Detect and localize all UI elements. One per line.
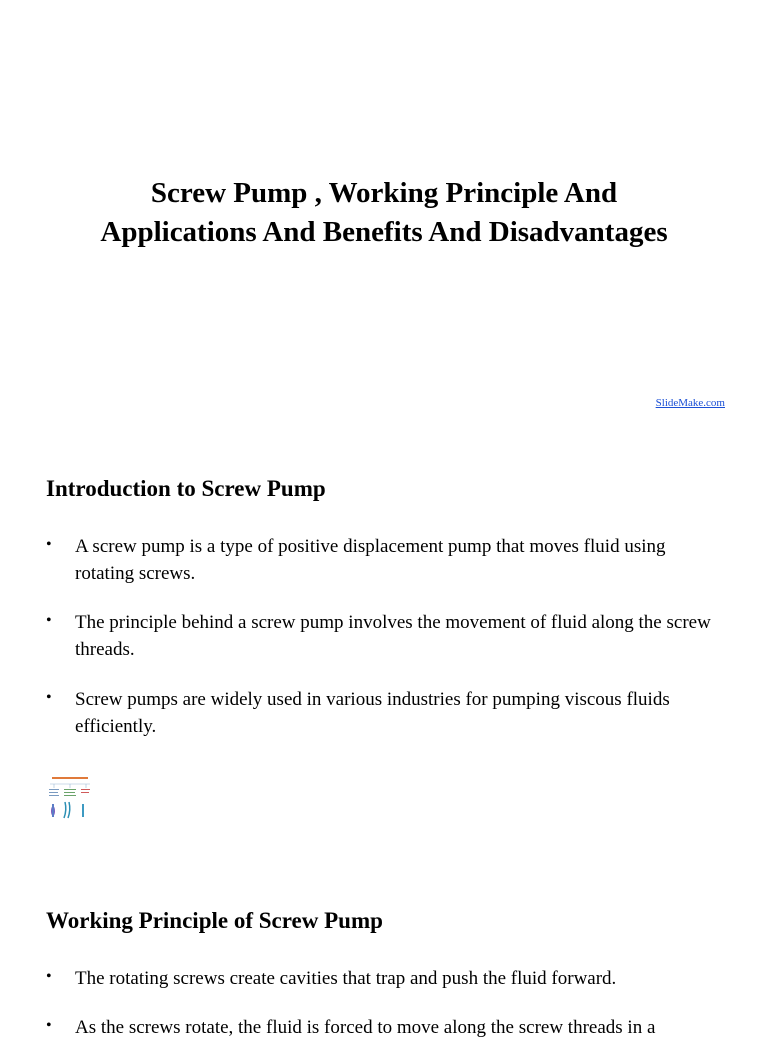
list-item [46,533,726,587]
bullet-icon: • [46,612,52,629]
slidemake-link[interactable]: SlideMake.com [655,397,725,409]
bullet-text: Screw pumps are widely used in various industries for pumping viscous fluids efficiently. [75,689,670,737]
bullet-icon: • [46,1017,52,1034]
bullet-icon: • [46,536,52,553]
list-item [46,1014,726,1041]
bullet-text: As the screws rotate, the fluid is forced to move along the screw threads in a [75,1017,656,1038]
bullet-text: A screw pump is a type of positive displacement pump that moves fluid using rotating screws. [75,536,666,584]
list-item [46,965,726,992]
bullet-icon: • [46,689,52,706]
bullet-icon: • [46,968,52,985]
section-heading-working-principle: Working Principle of Screw Pump [46,908,383,933]
slide-title-line-1: Screw Pump , Working Principle And [150,177,618,209]
bullet-text: The principle behind a screw pump involves the movement of fluid along the screw threads. [75,612,711,660]
slide-title-line-2: Applications And Benefits And Disadvantages [100,216,668,248]
bullet-text: The rotating screws create cavities that trap and push the fluid forward. [75,968,617,989]
section-heading-introduction: Introduction to Screw Pump [46,476,326,501]
list-item [46,609,726,663]
slide-title [40,174,728,252]
screw-pump-diagram-thumbnail [44,774,94,820]
list-item [46,686,726,740]
